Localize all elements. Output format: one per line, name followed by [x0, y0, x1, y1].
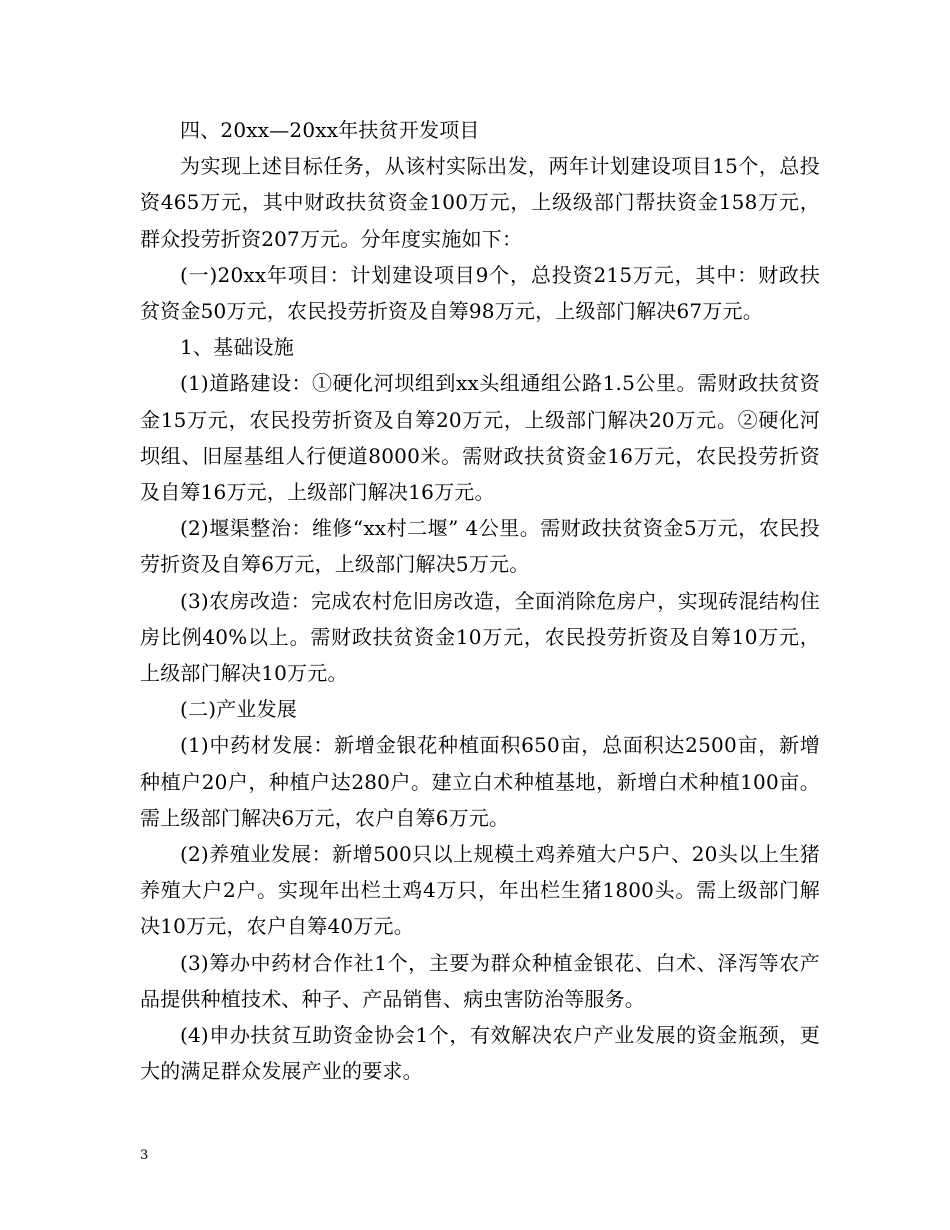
paragraph-overview: 为实现上述目标任务，从该村实际出发，两年计划建设项目15个，总投资465万元，其中财政扶贫资金100万元，上级级部门帮扶资金158万元，群众投劳折资207万元。分年度实施如下： — [140, 154, 820, 251]
subheading-industry-development: (二)产业发展 — [180, 697, 298, 722]
paragraph-cooperative: (3)筹办中药材合作社1个，主要为群众种植金银花、白术、泽泻等农产品提供种植技术、种子、产品销售、病虫害防治等服务。 — [140, 950, 820, 1011]
section-heading-projects: 四、20xx—20xx年扶贫开发项目 — [180, 118, 480, 142]
paragraph-first-year-projects: (一)20xx年项目：计划建设项目9个，总投资215万元，其中：财政扶贫资金50万元，农民投劳折资及自筹98万元，上级部门解决67万元。 — [140, 262, 820, 324]
paragraph-road-construction: (1)道路建设：①硬化河坝组到xx头组通组公路1.5公里。需财政扶贫资金15万元，农民投劳折资及自筹20万元，上级部门解决20万元。②硬化河坝组、旧屋基组人行便道8000米。需财政扶贫资金16万元，农民投劳折资及自筹16万元，上级部门解决16万元。 — [140, 371, 820, 505]
paragraph-herbal-medicine: (1)中药材发展：新增金银花种植面积650亩，总面积达2500亩，新增种植户20户，种植户达280户。建立白术种植基地，新增白术种植100亩。需上级部门解决6万元，农户自筹6万元。 — [140, 733, 820, 830]
paragraph-livestock: (2)养殖业发展：新增500只以上规模土鸡养殖大户5户、20头以上生猪养殖大户2户。实现年出栏土鸡4万只，年出栏生猪1800头。需上级部门解决10万元，农户自筹40万元。 — [140, 842, 820, 939]
subheading-infrastructure: 1、基础设施 — [180, 335, 294, 360]
paragraph-canal-renovation: (2)堰渠整治：维修“xx村二堰” 4公里。需财政扶贫资金5万元，农民投劳折资及自筹6万元，上级部门解决5万元。 — [140, 516, 820, 577]
paragraph-housing-renovation: (3)农房改造：完成农村危旧房改造，全面消除危房户，实现砖混结构住房比例40%以上。需财政扶贫资金10万元，农民投劳折资及自筹10万元，上级部门解决10万元。 — [140, 588, 820, 686]
document-body — [140, 112, 820, 1089]
page-number: 3 — [140, 1148, 149, 1163]
paragraph-mutual-fund-association: (4)申办扶贫互助资金协会1个，有效解决农户产业发展的资金瓶颈，更大的满足群众发展产业的要求。 — [140, 1023, 820, 1084]
